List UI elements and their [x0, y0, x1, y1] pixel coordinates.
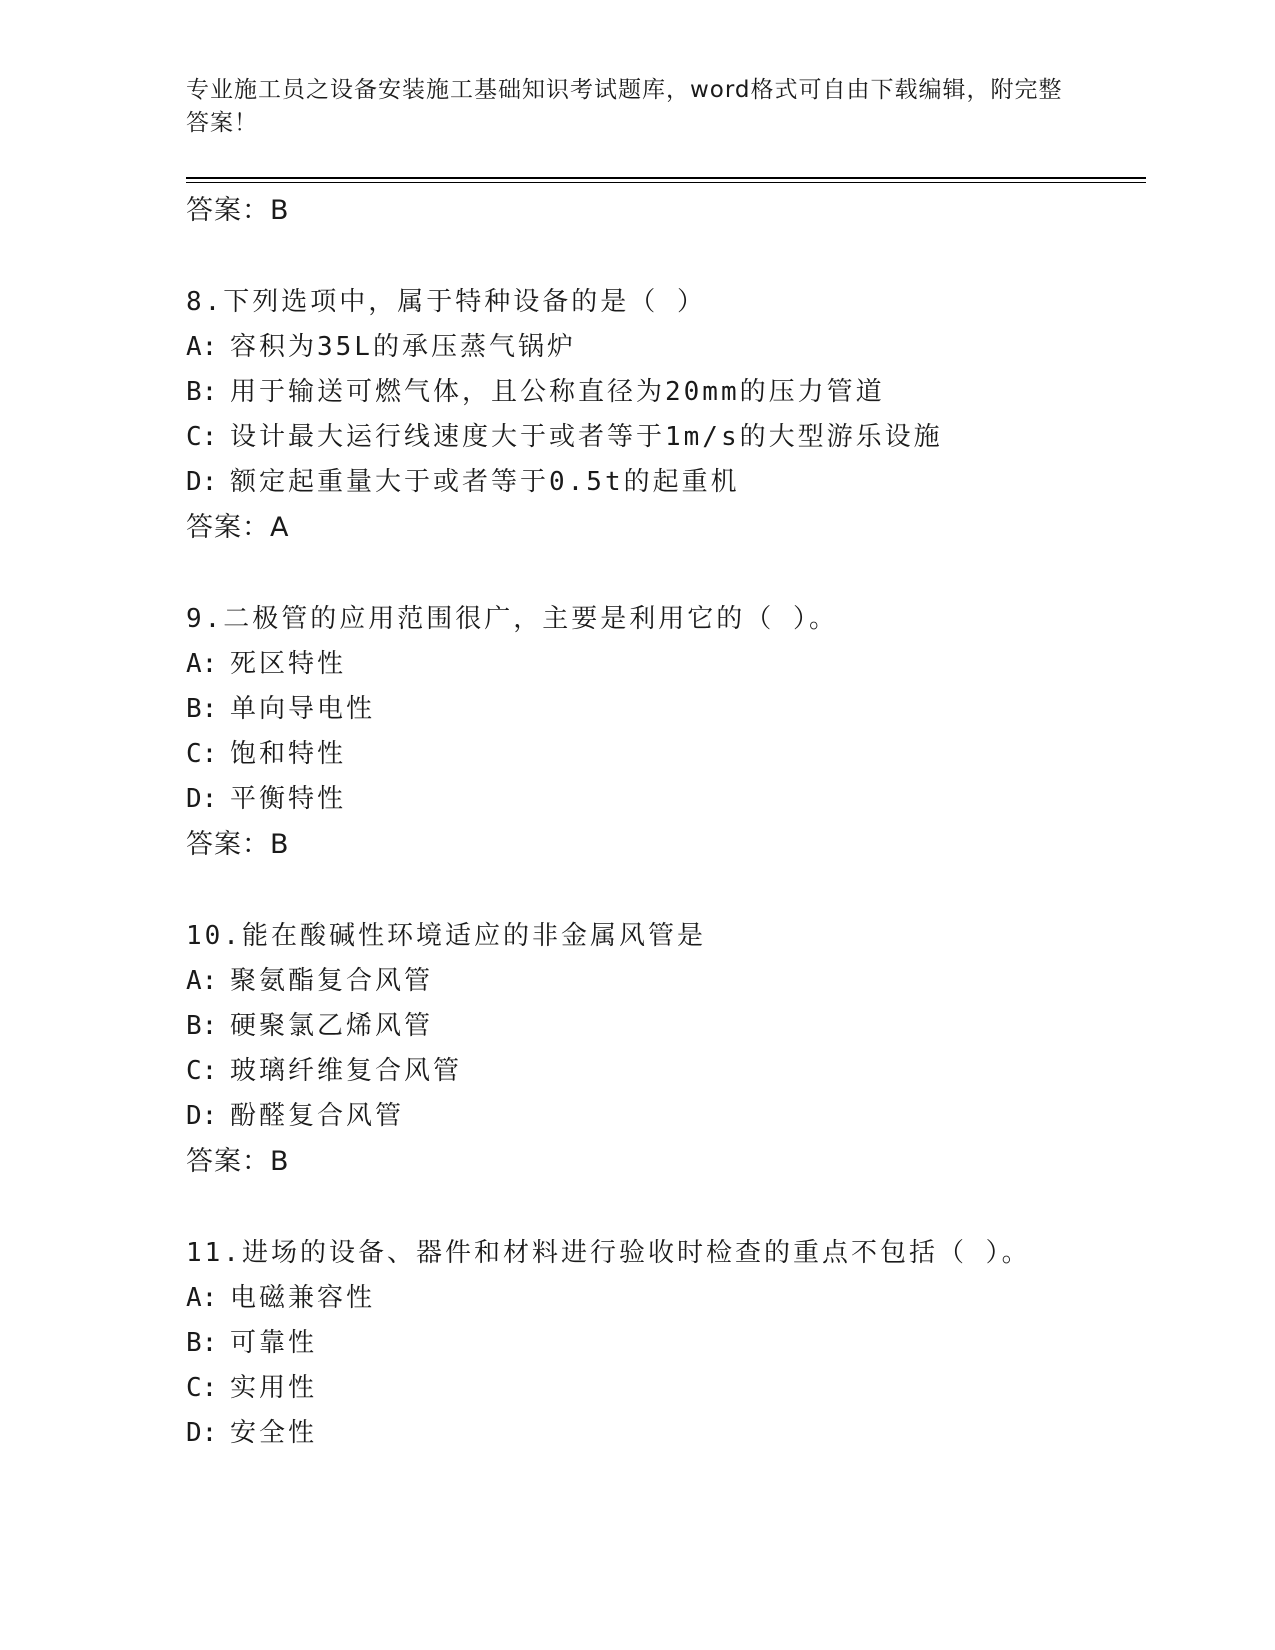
question-block [186, 597, 1146, 867]
option-text: 酚醛复合风管 [230, 1101, 405, 1131]
answer-line: 答案：B [186, 829, 290, 860]
option-text: 死区特性 [230, 649, 347, 679]
option-d [186, 1411, 1146, 1456]
question-block [186, 280, 1146, 550]
option-text: 电磁兼容性 [230, 1283, 376, 1313]
question-text: 9.二极管的应用范围很广，主要是利用它的（ ）。 [186, 604, 838, 634]
option-label: A: [186, 332, 218, 362]
option-label: C: [186, 739, 218, 769]
option-c [186, 1366, 1146, 1411]
option-a [186, 642, 1146, 687]
option-label: C: [186, 1373, 218, 1403]
answer-line: 答案：B [186, 1146, 290, 1177]
option-label: A: [186, 649, 218, 679]
option-text: 实用性 [230, 1373, 318, 1403]
question-list [186, 188, 1146, 1456]
answer-line: 答案：B [186, 195, 290, 226]
header-rule-thin [186, 182, 1146, 183]
option-label: D: [186, 1418, 218, 1448]
question-block [186, 1231, 1146, 1456]
option-label: B: [186, 1011, 218, 1041]
header-rule-thick [186, 177, 1146, 179]
question-text: 11.进场的设备、器件和材料进行验收时检查的重点不包括（ ）。 [186, 1238, 1031, 1268]
option-label: B: [186, 694, 218, 724]
question-text: 10.能在酸碱性环境适应的非金属风管是 [186, 921, 706, 951]
option-d [186, 1094, 1146, 1139]
option-text: 可靠性 [230, 1328, 318, 1358]
option-label: A: [186, 1283, 218, 1313]
option-label: D: [186, 467, 218, 497]
option-text: 聚氨酯复合风管 [230, 966, 434, 996]
option-d [186, 460, 1146, 505]
option-c [186, 415, 1146, 460]
option-label: C: [186, 422, 218, 452]
document-page [186, 0, 1146, 1650]
option-text: 饱和特性 [230, 739, 347, 769]
option-text: 额定起重量大于或者等于0.5t的起重机 [230, 467, 740, 497]
option-label: B: [186, 1328, 218, 1358]
question-block [186, 914, 1146, 1184]
option-text: 单向导电性 [230, 694, 376, 724]
option-label: A: [186, 966, 218, 996]
option-b [186, 687, 1146, 732]
option-b [186, 1321, 1146, 1366]
option-a [186, 325, 1146, 370]
option-label: C: [186, 1056, 218, 1086]
answer-line: 答案：A [186, 512, 290, 543]
option-c [186, 1049, 1146, 1094]
question-text: 8.下列选项中，属于特种设备的是（ ） [186, 287, 706, 317]
option-a [186, 959, 1146, 1004]
option-label: D: [186, 1101, 218, 1131]
option-b [186, 370, 1146, 415]
option-text: 玻璃纤维复合风管 [230, 1056, 463, 1086]
option-text: 用于输送可燃气体，且公称直径为20mm的压力管道 [230, 377, 885, 407]
option-label: B: [186, 377, 218, 407]
option-label: D: [186, 784, 218, 814]
option-b [186, 1004, 1146, 1049]
option-text: 设计最大运行线速度大于或者等于1m/s的大型游乐设施 [230, 422, 943, 452]
option-text: 硬聚氯乙烯风管 [230, 1011, 434, 1041]
option-d [186, 777, 1146, 822]
option-text: 容积为35L的承压蒸气锅炉 [230, 332, 576, 362]
option-text: 安全性 [230, 1418, 318, 1448]
option-a [186, 1276, 1146, 1321]
option-text: 平衡特性 [230, 784, 347, 814]
option-c [186, 732, 1146, 777]
document-header: 专业施工员之设备安装施工基础知识考试题库，word格式可自由下载编辑，附完整答案！ [186, 77, 1063, 136]
